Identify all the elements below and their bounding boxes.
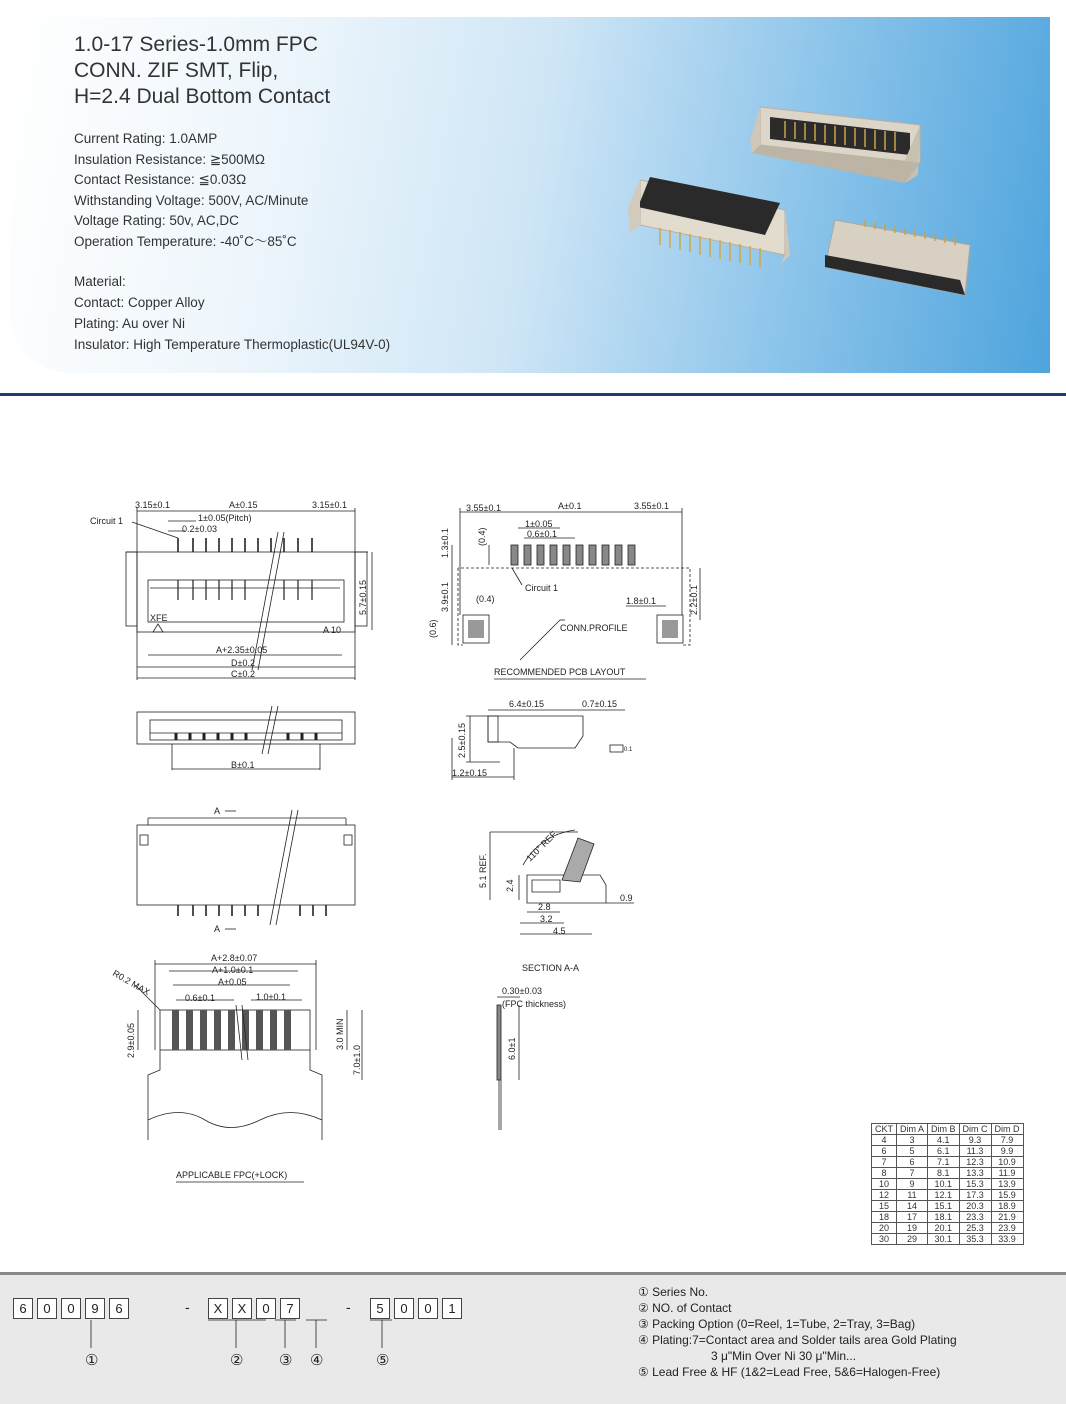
spec-item: Current Rating: 1.0AMP xyxy=(74,131,218,146)
table-cell: 9 xyxy=(897,1179,928,1190)
table-cell: 8.1 xyxy=(928,1168,960,1179)
pn-digit: 0 xyxy=(37,1298,57,1319)
pn-digit: 5 xyxy=(370,1298,390,1319)
side-dim-12: 1.2±0.15 xyxy=(452,768,487,778)
connector-image-right xyxy=(825,220,970,295)
dim-1-0: 1.0±0.1 xyxy=(256,992,286,1002)
table-cell: 10.9 xyxy=(991,1157,1023,1168)
table-cell: 12.1 xyxy=(928,1190,960,1201)
dim-left: 3.15±0.1 xyxy=(135,500,170,510)
dim-2-9: 2.9±0.05 xyxy=(126,1023,136,1058)
side-flatness: 0.1 xyxy=(624,747,633,753)
legend-item: 3 μ"Min Over Ni 30 μ"Min... xyxy=(711,1349,857,1363)
pn-dash: - xyxy=(185,1299,190,1315)
section-caption: SECTION A-A xyxy=(522,963,580,973)
table-row xyxy=(872,1212,1024,1223)
connector-image-top xyxy=(750,107,920,183)
table-cell: 29 xyxy=(897,1234,928,1245)
pcb-dim-04b: (0.4) xyxy=(476,594,495,604)
pn-marker-4: ④ xyxy=(310,1352,324,1369)
table-cell: 15.1 xyxy=(928,1201,960,1212)
pcb-label-circuit-1: Circuit 1 xyxy=(525,583,559,593)
table-body xyxy=(872,1135,1024,1245)
dim-a-005: A±0.05 xyxy=(218,977,247,987)
table-cell: 9.9 xyxy=(991,1146,1023,1157)
label-a10: A 10 xyxy=(323,625,342,635)
table-cell: 33.9 xyxy=(991,1234,1023,1245)
product-title xyxy=(74,32,330,110)
table-cell: 6 xyxy=(872,1146,897,1157)
pn-digit: 0 xyxy=(394,1298,414,1319)
table-row xyxy=(872,1190,1024,1201)
table-cell: 18 xyxy=(872,1212,897,1223)
table-cell: 14 xyxy=(897,1201,928,1212)
table-cell: 6.1 xyxy=(928,1146,960,1157)
dim-a: A±0.15 xyxy=(229,500,258,510)
table-cell: 8 xyxy=(872,1168,897,1179)
pcb-label-profile: CONN.PROFILE xyxy=(560,623,628,633)
dim-right: 3.15±0.1 xyxy=(312,500,347,510)
dim-7-0: 7.0±1.0 xyxy=(352,1045,362,1075)
material-heading: Material: xyxy=(74,274,126,289)
pn-digit: 0 xyxy=(256,1298,276,1319)
connector-image-left xyxy=(628,177,790,267)
technical-drawing xyxy=(0,480,1066,1200)
table-cell: 20.1 xyxy=(928,1223,960,1234)
pn-marker-1: ① xyxy=(85,1352,99,1369)
connector-photo xyxy=(620,95,1020,315)
table-cell: 12 xyxy=(872,1190,897,1201)
table-header: Dim C xyxy=(959,1124,991,1135)
label-xfe: XFE xyxy=(150,613,168,623)
pcb-caption: RECOMMENDED PCB LAYOUT xyxy=(494,667,626,677)
dim-height: 5.7±0.15 xyxy=(358,580,368,615)
dim-d: D±0.2 xyxy=(231,658,255,668)
table-cell: 7 xyxy=(872,1157,897,1168)
table-row xyxy=(872,1135,1024,1146)
section-dim-45: 4.5 xyxy=(553,926,566,936)
legend-item: ③ Packing Option (0=Reel, 1=Tube, 2=Tray, 3=Bag) xyxy=(638,1317,916,1331)
title-line: H=2.4 Dual Bottom Contact xyxy=(74,85,331,108)
part-number-group-3 xyxy=(370,1298,466,1319)
table-cell: 10 xyxy=(872,1179,897,1190)
fpc-caption: APPLICABLE FPC(+LOCK) xyxy=(176,1170,288,1180)
pcb-dim-355-right: 3.55±0.1 xyxy=(634,501,669,511)
table-cell: 23.9 xyxy=(991,1223,1023,1234)
legend-item: ⑤ Lead Free & HF (1&2=Lead Free, 5&6=Halogen-Free) xyxy=(638,1365,941,1379)
spec-item: Operation Temperature: -40˚C～85˚C xyxy=(74,233,297,249)
table-cell: 30 xyxy=(872,1234,897,1245)
table-header: Dim A xyxy=(897,1124,928,1135)
table-row xyxy=(872,1223,1024,1234)
table-header: Dim D xyxy=(991,1124,1023,1135)
table-cell: 13.9 xyxy=(991,1179,1023,1190)
part-number-legend xyxy=(638,1284,957,1380)
section-dim-32: 3.2 xyxy=(540,914,553,924)
dim-pitch: 1±0.05(Pitch) xyxy=(198,513,252,523)
title-line: 1.0-17 Series-1.0mm FPC xyxy=(74,33,318,56)
side-dim-25: 2.5±0.15 xyxy=(457,723,467,758)
table-cell: 18.1 xyxy=(928,1212,960,1223)
table-cell: 35.3 xyxy=(959,1234,991,1245)
table-cell: 15 xyxy=(872,1201,897,1212)
dim-b: B±0.1 xyxy=(231,760,255,770)
dim-0-6: 0.6±0.1 xyxy=(185,993,215,1003)
legend-item: ① Series No. xyxy=(638,1285,709,1299)
legend-item: ② NO. of Contact xyxy=(638,1301,732,1315)
table-cell: 15.3 xyxy=(959,1179,991,1190)
spec-item: Voltage Rating: 50v, AC,DC xyxy=(74,213,239,229)
material-item: Contact: Copper Alloy xyxy=(74,295,205,310)
table-cell: 15.9 xyxy=(991,1190,1023,1201)
table-cell: 10.1 xyxy=(928,1179,960,1190)
pn-digit: 0 xyxy=(418,1298,438,1319)
table-cell: 17 xyxy=(897,1212,928,1223)
table-row xyxy=(872,1146,1024,1157)
material-item: Insulator: High Temperature Thermoplastic(UL94V-0) xyxy=(74,337,391,352)
section-marker-top: A xyxy=(214,806,221,816)
table-cell: 17.3 xyxy=(959,1190,991,1201)
pn-digit: X xyxy=(208,1298,228,1319)
section-dim-51: 5.1 REF. xyxy=(478,853,488,888)
pcb-layout-view xyxy=(452,508,700,660)
section-marker-bottom: A xyxy=(214,924,221,934)
table-cell: 23.3 xyxy=(959,1212,991,1223)
dim-a-28: A+2.8±0.07 xyxy=(211,953,258,963)
pcb-dim-1: 1±0.05 xyxy=(525,519,553,529)
pcb-dim-18: 1.8±0.1 xyxy=(626,596,656,606)
pn-digit: 9 xyxy=(85,1298,105,1319)
label-r02: R0.2 MAX xyxy=(111,968,152,998)
table-cell: 20.3 xyxy=(959,1201,991,1212)
spec-item: Withstanding Voltage: 500V, AC/Minute xyxy=(74,192,309,208)
pn-digit: 7 xyxy=(280,1298,300,1319)
title-line: CONN. ZIF SMT, Flip, xyxy=(74,59,279,82)
table-cell: 7.1 xyxy=(928,1157,960,1168)
pn-marker-5: ⑤ xyxy=(376,1352,390,1369)
pn-digit: 6 xyxy=(109,1298,129,1319)
legend-item: ④ Plating:7=Contact area and Solder tails area Gold Plating xyxy=(638,1333,957,1347)
material-list xyxy=(74,271,390,355)
dim-a-235: A+2.35±0.05 xyxy=(216,645,268,655)
fpc-thickness: 0.30±0.03 xyxy=(502,986,542,996)
dim-width: 0.2±0.03 xyxy=(182,524,217,534)
table-header-row xyxy=(872,1124,1024,1135)
table-cell: 6 xyxy=(897,1157,928,1168)
spec-item: Contact Resistance: ≦0.03Ω xyxy=(74,172,247,188)
fpc-length: 6.0±1 xyxy=(507,1037,517,1060)
pn-digit: X xyxy=(232,1298,252,1319)
table-cell: 18.9 xyxy=(991,1201,1023,1212)
pn-digit: 1 xyxy=(442,1298,462,1319)
section-dim-28: 2.8 xyxy=(538,902,551,912)
section-angle: 110° REF. xyxy=(524,828,560,864)
fpc-thickness-note: (FPC thickness) xyxy=(502,999,567,1009)
side-dim-07: 0.7±0.15 xyxy=(582,699,617,709)
table-cell: 19 xyxy=(897,1223,928,1234)
table-row xyxy=(872,1179,1024,1190)
pcb-dim-04a: (0.4) xyxy=(477,527,487,546)
pn-dash: - xyxy=(346,1299,351,1315)
pn-digit: 6 xyxy=(13,1298,33,1319)
spec-item: Insulation Resistance: ≧500MΩ xyxy=(74,151,265,167)
rear-view xyxy=(137,810,355,929)
pcb-dim-06b: (0.6) xyxy=(428,619,438,638)
table-row xyxy=(872,1234,1024,1245)
table-cell: 13.3 xyxy=(959,1168,991,1179)
table-cell: 4.1 xyxy=(928,1135,960,1146)
header-divider xyxy=(0,393,1066,396)
pcb-dim-355-left: 3.55±0.1 xyxy=(466,503,501,513)
dim-3-0: 3.0 MIN xyxy=(335,1018,345,1050)
label-circuit-1: Circuit 1 xyxy=(90,516,124,526)
table-cell: 9.3 xyxy=(959,1135,991,1146)
table-header: Dim B xyxy=(928,1124,960,1135)
pcb-dim-06: 0.6±0.1 xyxy=(527,529,557,539)
pcb-dim-22: 2.2±0.1 xyxy=(689,585,699,615)
table-row xyxy=(872,1168,1024,1179)
dim-c: C±0.2 xyxy=(231,669,255,679)
pn-marker-2: ② xyxy=(230,1352,244,1369)
fpc-view xyxy=(135,960,362,1140)
table-row xyxy=(872,1201,1024,1212)
dimension-table xyxy=(871,1123,1024,1245)
pn-marker-3: ③ xyxy=(279,1352,293,1369)
part-number-group-2 xyxy=(208,1298,304,1319)
spec-list xyxy=(74,129,308,253)
pcb-dim-a: A±0.1 xyxy=(558,501,582,511)
side-dim-64: 6.4±0.15 xyxy=(509,699,544,709)
material-item: Plating: Au over Ni xyxy=(74,316,186,331)
dim-a-10: A+1.0±0.1 xyxy=(212,965,254,975)
table-cell: 4 xyxy=(872,1135,897,1146)
table-row xyxy=(872,1157,1024,1168)
table-cell: 7.9 xyxy=(991,1135,1023,1146)
pcb-dim-39: 3.9±0.1 xyxy=(440,582,450,612)
table-cell: 21.9 xyxy=(991,1212,1023,1223)
section-dim-24: 2.4 xyxy=(505,879,515,892)
table-cell: 5 xyxy=(897,1146,928,1157)
table-cell: 11.3 xyxy=(959,1146,991,1157)
pn-digit: 0 xyxy=(61,1298,81,1319)
table-cell: 11 xyxy=(897,1190,928,1201)
part-number-group-1 xyxy=(13,1298,133,1319)
table-cell: 12.3 xyxy=(959,1157,991,1168)
table-cell: 11.9 xyxy=(991,1168,1023,1179)
section-dim-09: 0.9 xyxy=(620,893,633,903)
pcb-dim-13: 1.3±0.1 xyxy=(440,528,450,558)
table-cell: 20 xyxy=(872,1223,897,1234)
fpc-thickness-view xyxy=(497,997,520,1130)
table-cell: 3 xyxy=(897,1135,928,1146)
table-cell: 30.1 xyxy=(928,1234,960,1245)
table-cell: 25.3 xyxy=(959,1223,991,1234)
table-header: CKT xyxy=(872,1124,897,1135)
table-cell: 7 xyxy=(897,1168,928,1179)
